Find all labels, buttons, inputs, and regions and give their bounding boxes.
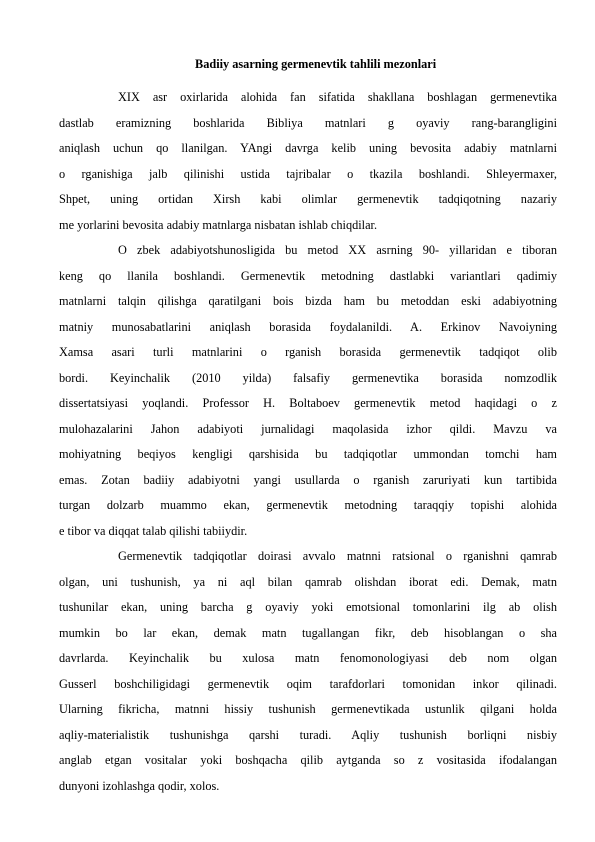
text-line: anglab etgan vositalar yoki boshqacha qilib aytganda so z vositasida ifodalangan [59, 753, 557, 767]
document-title: Badiiy asarning germenevtik tahlili mezonlari [195, 57, 437, 71]
text-line: o rganishiga jalb qilinishi ustida tajribalar o tkazila boshlandi. Shleyermaxer, [59, 167, 557, 181]
text-line: dissertatsiyasi yoqlandi. Professor H. Boltaboev germenevtik metod haqidagi o z [59, 396, 557, 410]
text-line: dunyoni izohlashga qodir, xolos. [59, 779, 220, 793]
text-line: me yorlarini bevosita adabiy matnlarga nisbatan ishlab chiqdilar. [59, 218, 378, 232]
text-line: aqliy-materialistik tushunishga qarshi turadi. Aqliy tushunish borliqni nisbiy [59, 728, 557, 742]
text-line: olgan, uni tushunish, ya ni aql bilan qamrab olishdan iborat edi. Demak, matn [59, 575, 557, 589]
text-line: mulohazalarini Jahon adabiyoti jurnalidagi maqolasida izhor qildi. Mavzu va [59, 422, 557, 436]
text-line: matniy munosabatlarini aniqlash borasida foydalanildi. A. Erkinov Navoiyning [59, 320, 557, 334]
text-line: Gusserl boshchiligidagi germenevtik oqim tarafdorlari tomonidan inkor qilinadi. [59, 677, 557, 691]
text-line: tushunilar ekan, uning barcha g oyaviy yoki emotsional tomonlarini ilg ab olish [59, 600, 557, 614]
text-line: keng qo llanila boshlandi. Germenevtik metodning dastlabki variantlari qadimiy [59, 269, 557, 283]
text-line: mohiyatning beqiyos kengligi qarshisida bu tadqiqotlar ummondan tomchi ham [59, 447, 557, 461]
text-line: emas. Zotan badiiy adabiyotni yangi usullarda o rganish zaruriyati kun tartibida [59, 473, 557, 487]
text-line: matnlarni talqin qilishga qaratilgani bois bizda ham bu metoddan eski adabiyotning [59, 294, 557, 308]
text-line: Ularning fikricha, matnni hissiy tushunish germenevtikada ustunlik qilgani holda [59, 702, 557, 716]
text-line: turgan dolzarb muammo ekan, germenevtik metodning taraqqiy topishi alohida [59, 498, 557, 512]
text-line: davrlarda. Keyinchalik bu xulosa matn fenomonologiyasi deb nom olgan [59, 651, 557, 665]
text-line: Xamsa asari turli matnlarini o rganish borasida germenevtik tadqiqot olib [59, 345, 557, 359]
text-line: O zbek adabiyotshunosligida bu metod XX asrning 90- yillaridan e tiboran [118, 243, 557, 257]
text-line: Germenevtik tadqiqotlar doirasi avvalo matnni ratsional o rganishni qamrab [118, 549, 557, 563]
text-line: e tibor va diqqat talab qilishi tabiiydir. [59, 524, 248, 538]
text-line: bordi. Keyinchalik (2010 yilda) falsafiy germenevtika borasida nomzodlik [59, 371, 557, 385]
text-line: aniqlash uchun qo llanilgan. YAngi davrga kelib uning bevosita adabiy matnlarni [59, 141, 557, 155]
text-line: Shpet, uning ortidan Xirsh kabi olimlar germenevtik tadqiqotning nazariy [59, 192, 557, 206]
text-line: mumkin bo lar ekan, demak matn tugallangan fikr, deb hisoblangan o sha [59, 626, 557, 640]
text-line: dastlab eramizning boshlarida Bibliya matnlari g oyaviy rang-barangligini [59, 116, 557, 130]
text-line: XIX asr oxirlarida alohida fan sifatida shakllana boshlagan germenevtika [118, 90, 557, 104]
